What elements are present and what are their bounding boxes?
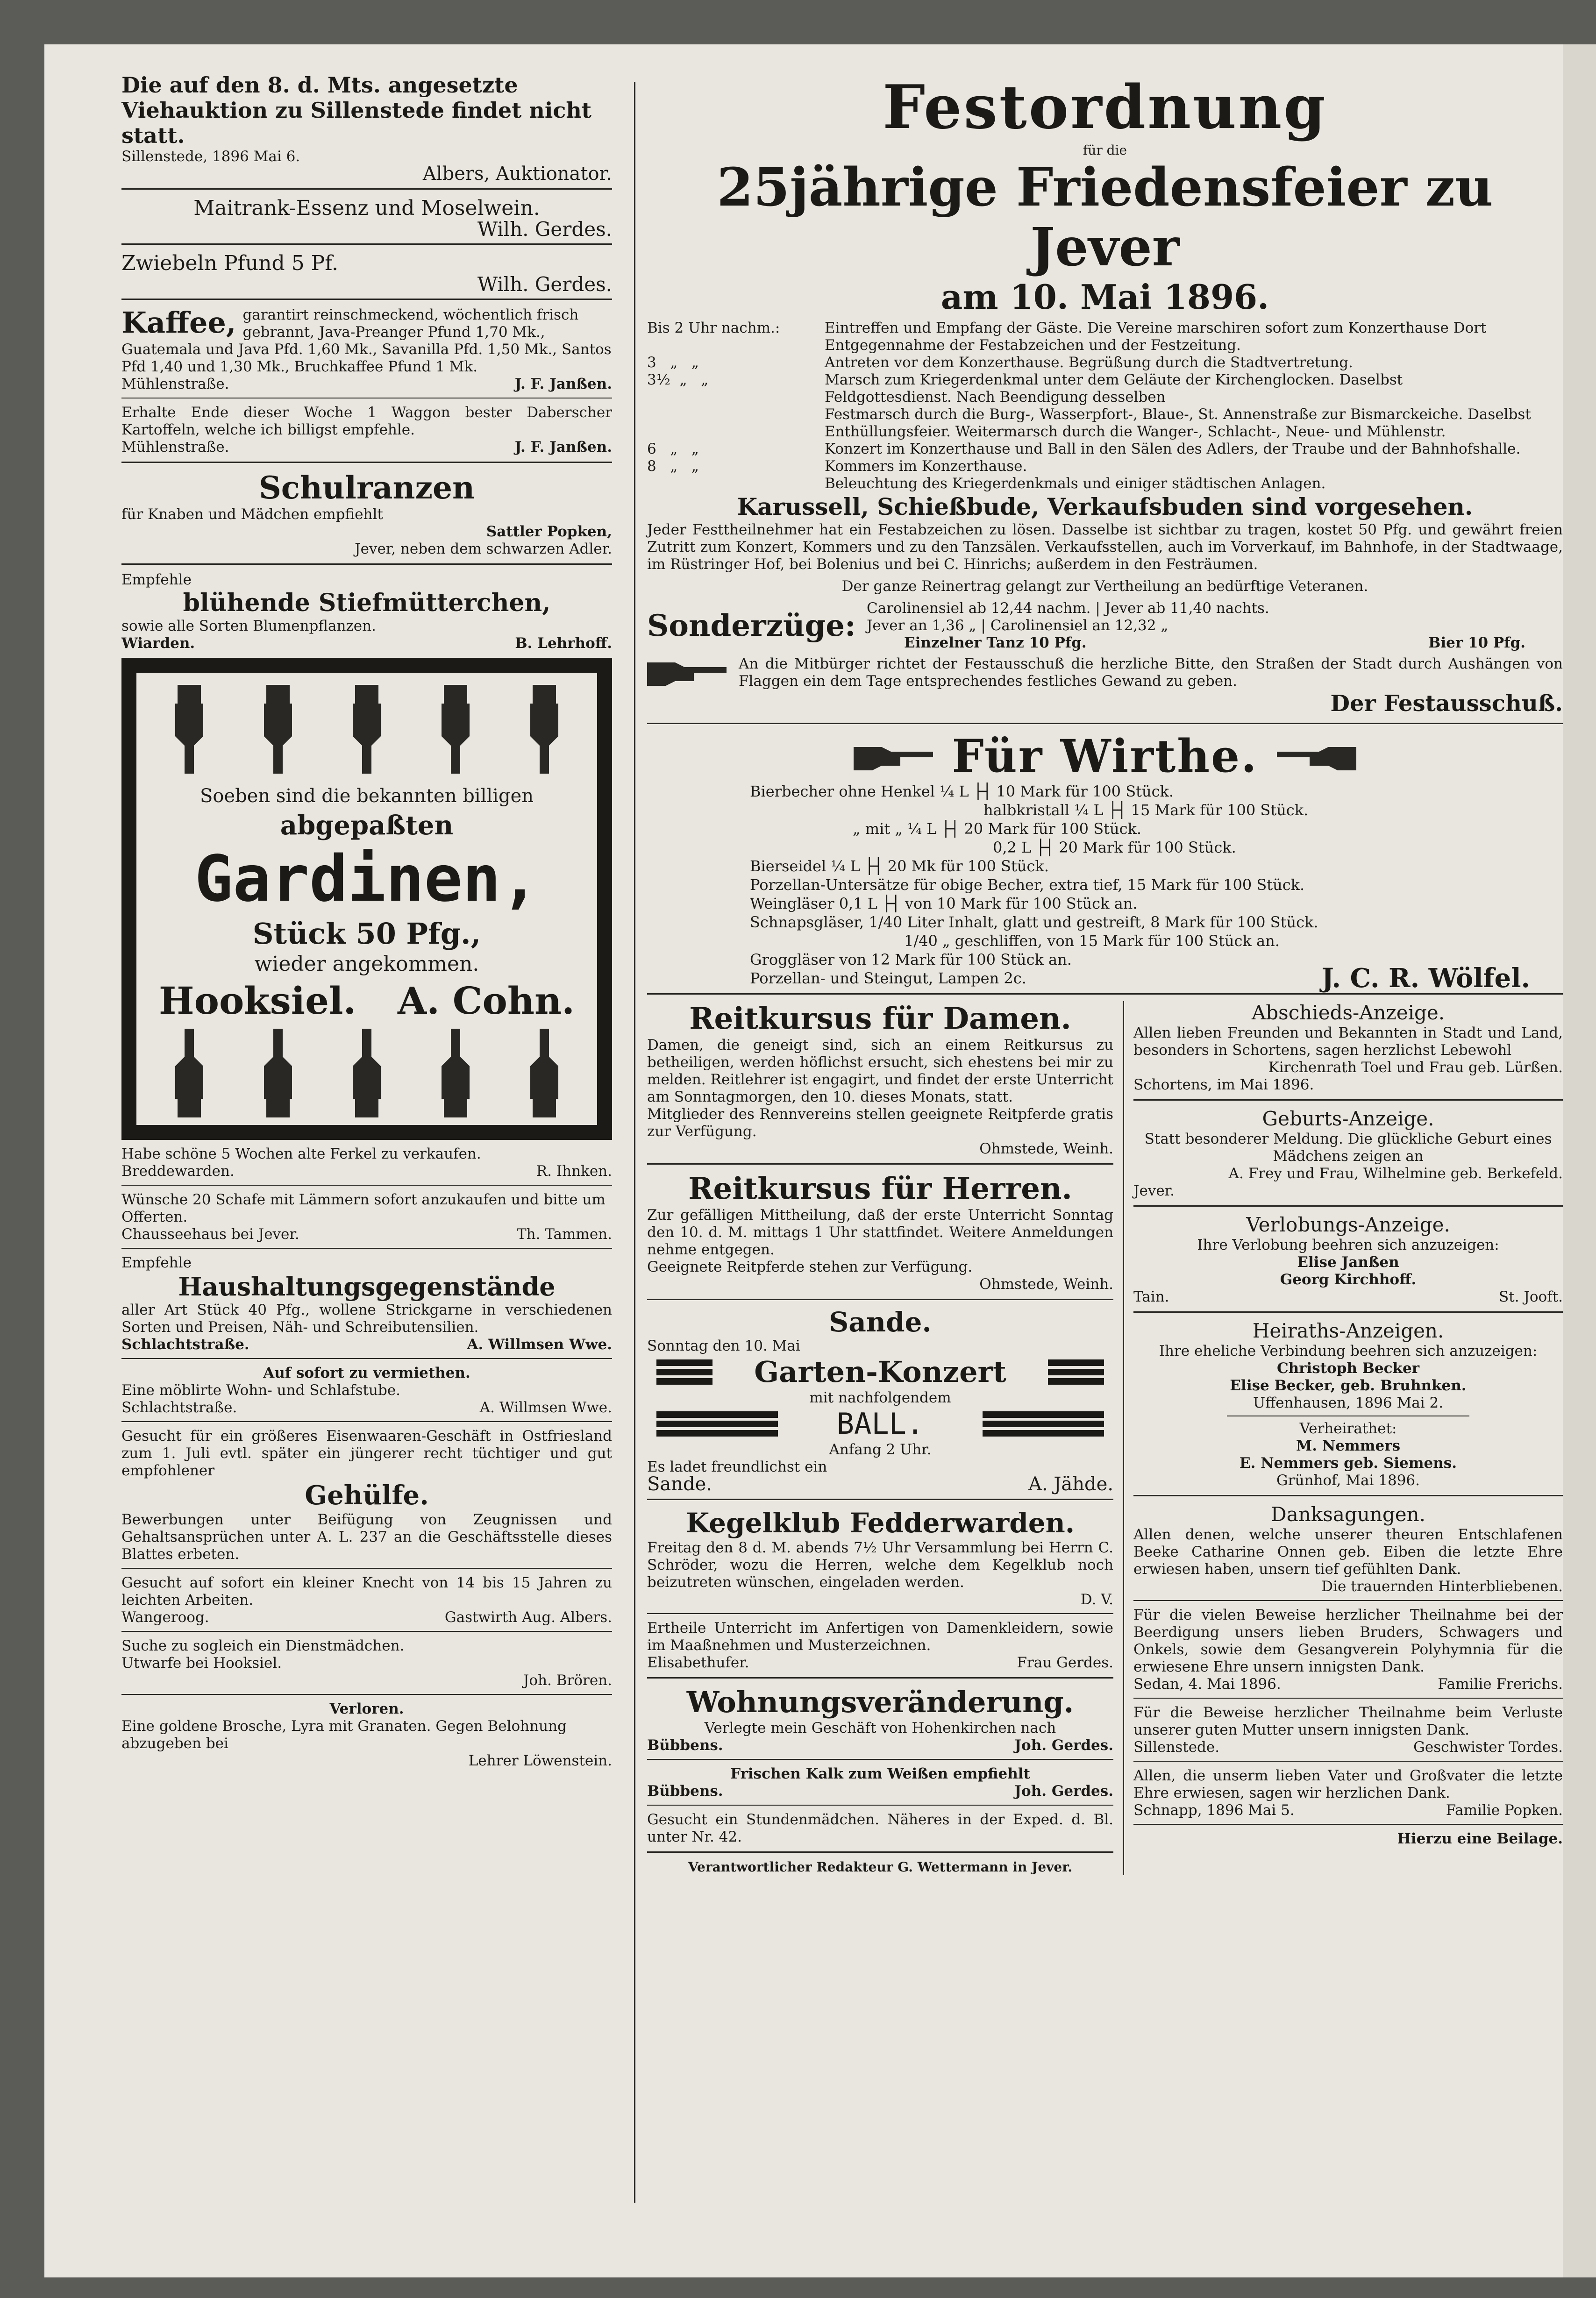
heirath-name3: M. Nemmers [1296,1437,1401,1454]
cohn-price: Stück 50 Pfg., [252,917,481,951]
cohn-line1: Soeben sind die bekannten billigen [200,785,534,807]
schafe-ad [121,1191,612,1243]
heirath-title: Heiraths-Anzeigen. [1252,1319,1444,1342]
reit-herren-signature: Ohmstede, Weinh. [979,1276,1114,1293]
verlobung-name2: Georg Kirchhoff. [1280,1271,1417,1288]
fest-date: am 10. Mai 1896. [940,277,1269,317]
sched-text: Eintreffen und Empfang der Gäste. Die Vereine marschiren sofort zum Konzerthause Dort Entgegennahme der Festabzeichen und der Festzeitung. [825,320,1487,354]
reit-herren-text2: Geeignete Reitpferde stehen zur Verfügung. [647,1259,973,1275]
fest-ertrag: Der ganze Reinertrag gelangt zur Vertheilung an bedürftige Veteranen. [841,578,1368,595]
sched-text: Feldgottesdienst. Nach Beendigung desselben [825,389,1166,406]
pointing-hand-down-icon [171,685,208,774]
dank-d4-signature: Familie Popken. [1446,1802,1563,1819]
maitrank-signature: Wilh. Gerdes. [477,218,612,241]
geburt-text: Statt besonderer Meldung. Die glückliche Geburt eines Mädchens zeigen an [1144,1131,1552,1165]
wirthe-line: Bierseidel ¼ L ├┤ 20 Mk für 100 Stück. [750,857,1049,875]
reit-herren-ad [647,1171,1113,1293]
reit-damen-ad [647,1001,1113,1158]
verloren-ad [121,1700,612,1770]
wohnung-text: Verlegte mein Geschäft von Hohenkirchen nach [704,1720,1056,1736]
cohn-line3: wieder angekommen. [254,952,479,976]
sonder-label: Sonderzüge: [647,608,856,643]
verloren-title: Verloren. [329,1700,404,1717]
schulranzen-address: Jever, neben dem schwarzen Adler. [355,541,612,557]
gehuelfe-text2: Bewerbungen unter Beifügung von Zeugnissen und Gehaltsansprüchen unter A. L. 237 an die Geschäftsstelle dieses Blattes erbeten. [121,1511,612,1563]
sched-time [647,389,825,406]
kartoffeln-street: Mühlenstraße. [121,439,229,455]
fuer-wirthe-ad [647,730,1563,994]
sched-time [647,406,825,423]
haushalt-street: Schlachtstraße. [121,1336,249,1353]
vermieten-street: Schlachtstraße. [121,1399,237,1416]
verlobung-title: Verlobungs-Anzeige. [1246,1213,1450,1236]
kegel-signature: D. V. [1080,1591,1114,1608]
schulranzen-text: für Knaben und Mädchen empfiehlt [121,506,383,523]
stiefmuetterchen-ad [121,571,612,652]
abschied-names: Kirchenrath Toel und Frau geb. Lürßen. [1268,1059,1563,1076]
abschied-text: Allen lieben Freunden und Bekannten in Stadt und Land, besonders in Schortens, sagen herzlichst Lebewohl [1133,1024,1563,1059]
kaffee-signature: J. F. Janßen. [514,376,612,392]
wirthe-line: Weingläser 0,1 L ├┤ von 10 Mark für 100 Stück an. [750,895,1138,912]
gehuelfe-title: Gehülfe. [305,1480,429,1511]
newspaper-page [44,44,1563,2277]
verlobung-place2: St. Jooft. [1499,1288,1563,1305]
abschied-title: Abschieds-Anzeige. [1251,1001,1445,1024]
sande-title: Sande. [829,1306,932,1338]
knecht-place: Wangeroog. [121,1609,209,1626]
sande-konzert: Garten-Konzert [754,1355,1006,1389]
pointing-hand-down-icon [259,685,297,774]
sande-ad [647,1307,1113,1493]
pointing-hand-up-icon [526,1029,563,1117]
sched-text: Kommers im Konzerthause. [825,458,1027,475]
auction-signature: Albers, Auktionator. [422,163,612,185]
heirath-place-date: Uffenhausen, 1896 Mai 2. [1253,1394,1444,1411]
pointing-hand-right-icon [854,740,938,773]
column-divider [634,82,635,2203]
kegel-text: Freitag den 8 d. M. abends 7½ Uhr Versammlung bei Herrn C. Schröder, wozu die Herren, welche dem Kegelklub noch beizutreten wünschen, eingeladen werden. [647,1539,1114,1591]
wirthe-line: Porzellan- und Steingut, Lampen 2c. [750,969,1026,987]
wirthe-line: Porzellan-Untersätze für obige Becher, extra tief, 15 Mark für 100 Stück. [750,876,1305,894]
kalk-signature: Joh. Gerdes. [1014,1783,1114,1800]
geburt-names: A. Frey und Frau, Wilhelmine geb. Berkefeld. [1228,1165,1563,1182]
sande-invite: Es ladet freundlichst ein [647,1458,827,1475]
unterricht-ad [647,1620,1113,1672]
heirath-name2: Elise Becker, geb. Bruhnken. [1230,1377,1467,1394]
kartoffeln-text: Erhalte Ende dieser Woche 1 Waggon bester Daberscher Kartoffeln, welche ich billigst empfehle. [121,404,612,438]
pointing-hand-up-icon [437,1029,474,1117]
ferkel-signature: R. Ihnken. [536,1163,612,1180]
sande-anfang: Anfang 2 Uhr. [829,1441,932,1458]
schafe-place: Chausseehaus bei Jever. [121,1226,299,1243]
zwiebeln-ad [121,251,612,296]
pointing-hand-up-icon [348,1029,385,1117]
verlobung-ad [1133,1213,1563,1306]
dank-d3-signature: Geschwister Tordes. [1413,1739,1563,1756]
fest-headline: 25jährige Friedensfeier zu Jever [717,157,1493,278]
sched-time [647,475,825,492]
fest-signature: Der Festausschuß. [1330,690,1563,717]
abschied-ad [1133,1001,1563,1094]
auction-ad [121,72,612,183]
wirthe-line: 0,2 L ├┤ 20 Mark für 100 Stück. [993,839,1236,856]
dienst-place: Utwarfe bei Hooksiel. [121,1655,282,1672]
pointing-hand-down-icon [526,685,563,774]
kaffee-text: garantirt reinschmeckend, wöchentlich frisch gebrannt, Java-Preanger Pfund 1,70 Mk., Guatemala und Java Pfd. 1,60 Mk., Savanilla Pfd. 1,50 Mk., Santos Pfd 1,40 und 1,30 Mk., Bruchkaffee Pfund 1 Mk. [121,306,612,375]
cohn-place: Hooksiel. [159,979,356,1023]
dank-d4: Allen, die unserm lieben Vater und Großvater die letzte Ehre erwiesen, sagen wir herzlichen Dank. [1133,1767,1563,1801]
right-section [647,72,1563,1875]
reit-herren-title: Reitkursus für Herren. [688,1171,1072,1206]
cohn-line2: abgepaßten [280,810,454,841]
left-column [121,72,612,1774]
dank-d1-signature: Die trauernden Hinterbliebenen. [1321,1578,1563,1595]
kegel-ad [647,1507,1113,1608]
dank-d2: Für die vielen Beweise herzlicher Theilnahme bei der Beerdigung unsers lieben Bruders, Schwagers und Onkels, sowie dem Gesangverein Polyhymnia für die erwiesene Ehre unsern innigsten Dank. [1133,1607,1563,1675]
sande-mit: mit nachfolgendem [809,1389,951,1406]
verloren-signature: Lehrer Löwenstein. [468,1752,612,1769]
knecht-signature: Gastwirth Aug. Albers. [444,1609,612,1626]
wirthe-line: „ mit „ ¼ L ├┤ 20 Mark für 100 Stück. [853,820,1142,838]
pointing-hand-right-icon [647,655,731,688]
sande-place: Sande. [647,1473,712,1495]
pointing-hand-up-icon [171,1029,208,1117]
haushalt-intro: Empfehle [121,1254,192,1271]
auction-text: Die auf den 8. d. Mts. angesetzte Viehauktion zu Sillenstede findet nicht statt. [121,72,592,148]
schulranzen-ad [121,470,612,558]
kalk-ad [647,1765,1113,1800]
kaffee-title: Kaffee, [121,306,236,340]
wirthe-line: Groggläser von 12 Mark für 100 Stück an. [750,951,1072,968]
sched-text: Beleuchtung des Kriegerdenkmals und einiger städtischen Anlagen. [825,475,1326,492]
sonderzuege [647,600,1563,652]
heirath-place-date2: Grünhof, Mai 1896. [1276,1472,1420,1489]
unterricht-place: Elisabethufer. [647,1654,749,1671]
pointing-hands-top [145,680,589,774]
festordnung [647,72,1563,717]
fest-bitte: An die Mitbürger richtet der Festausschuß die herzliche Bitte, den Straßen der Stadt durch Aushängen von Flaggen ein dem Tage entsprechendes festliches Gewand zu geben. [739,655,1563,690]
kalk-text: Frischen Kalk zum Weißen empfiehlt [730,1765,1030,1782]
maitrank-text: Maitrank-Essenz und Moselwein. [193,196,540,220]
sched-time: 3 „ „ [647,354,699,371]
unterricht-text: Ertheile Unterricht im Anfertigen von Damenkleidern, sowie im Maaßnehmen und Musterzeichnen. [647,1620,1114,1654]
sonder-row: Jever an 1,36 „ | Carolinensiel an 12,32 „ [867,617,1168,634]
knecht-ad [121,1574,612,1626]
vermieten-signature: A. Willmsen Wwe. [479,1399,612,1416]
cohn-gardinen-ad [121,658,612,1140]
haushalt-title: Haushaltungsgegenstände [178,1272,556,1302]
reit-herren-text: Zur gefälligen Mittheilung, daß der erste Unterricht Sonntag den 10. d. M. mittags 1 Uhr stattfindet. Weitere Anmeldungen nehme entgegen. [647,1207,1114,1258]
sonder-bier: Bier 10 Pfg. [1428,634,1525,651]
dank-d2-signature: Familie Frerichs. [1438,1676,1563,1693]
reit-damen-text: Damen, die geneigt sind, sich an einem Reitkursus zu betheiligen, werden höflichst ersucht, sich ehestens bei mir zu melden. Reitlehrer ist engagirt, und findet der erste Unterricht am Sonntagmorgen, den 10. dieses Monats, statt. [647,1037,1114,1105]
abschied-place-date: Schortens, im Mai 1896. [1133,1076,1314,1093]
dank-ad [1133,1503,1563,1848]
reit-damen-signature: Ohmstede, Weinh. [979,1140,1114,1157]
vermieten-title: Auf sofort zu vermiethen. [263,1365,470,1381]
kaffee-ad [121,306,612,393]
sande-date: Sonntag den 10. Mai [647,1338,800,1354]
sched-text: Enthüllungsfeier. Weitermarsch durch die Wanger-, Schlacht-, Neue- und Mühlenstr. [825,423,1446,440]
dank-d3-place: Sillenstede. [1133,1739,1220,1756]
right-subcolumn-right [1124,1001,1563,1875]
stiefm-signature: B. Lehrhoff. [515,635,612,652]
fest-title: Festordnung [883,72,1327,142]
kegel-title: Kegelklub Fedderwarden. [686,1507,1075,1539]
fest-abzeichen: Jeder Festtheilnehmer hat ein Festabzeichen zu lösen. Dasselbe ist sichtbar zu tragen, kostet 50 Pfg. und gewährt freien Zutritt zum Konzert, Kommers und zu den Tanzsälen. Verkaufsstellen, auch im Vorverkauf, im Bahnhofe, in der Stadtwaage, im Rüstringer Hof, bei Bolenius und bei C. Hinrichs; außerdem in den Festräumen. [647,521,1563,573]
dank-d4-place: Schnapp, 1896 Mai 5. [1133,1802,1295,1819]
sched-time: 3½ „ „ [647,371,709,388]
wirthe-line: Bierbecher ohne Henkel ¼ L ├┤ 10 Mark für 100 Stück. [750,783,1174,800]
knecht-text: Gesucht auf sofort ein kleiner Knecht von 14 bis 15 Jahren zu leichten Arbeiten. [121,1574,612,1608]
heirath-ad [1133,1319,1563,1489]
dank-title: Danksagungen. [1271,1503,1425,1526]
gehuelfe-ad [121,1428,612,1563]
stunden-text: Gesucht ein Stundenmädchen. Näheres in der Exped. d. Bl. unter Nr. 42. [647,1811,1114,1845]
verlobung-name1: Elise Janßen [1297,1254,1399,1271]
auction-place-date: Sillenstede, 1896 Mai 6. [121,148,300,165]
dank-d3: Für die Beweise herzlicher Theilnahme beim Verluste unserer guten Mutter unsern innigsten Dank. [1133,1704,1563,1738]
heirath-text: Ihre eheliche Verbindung beehren sich anzuzeigen: [1159,1343,1538,1359]
cohn-signature: A. Cohn. [398,979,575,1023]
geburt-ad [1133,1107,1563,1200]
maitrank-ad [121,196,612,241]
sched-text: Antreten vor dem Konzerthause. Begrüßung durch die Stadtvertretung. [825,354,1353,371]
reit-damen-title: Reitkursus für Damen. [689,1001,1071,1036]
unterricht-signature: Frau Gerdes. [1017,1654,1114,1671]
wohnung-place: Bübbens. [647,1737,723,1754]
schulranzen-seller: Sattler Popken, [486,523,612,540]
zwiebeln-signature: Wilh. Gerdes. [477,273,612,296]
dienst-ad [121,1637,612,1689]
sched-text: Marsch zum Kriegerdenkmal unter dem Geläute der Kirchenglocken. Daselbst [825,371,1403,388]
wirthe-title: Für Wirthe. [952,730,1258,783]
gehuelfe-text1: Gesucht für ein größeres Eisenwaaren-Geschäft in Ostfriesland zum 1. Juli evtl. später ein jüngerer recht tüchtiger und gut empfohlener [121,1428,612,1479]
sched-text: Konzert im Konzerthause und Ball in den Sälen des Adlers, der Traube und der Bahnhofshalle. [825,441,1521,457]
vermieten-text: Eine möblirte Wohn- und Schlafstube. [121,1382,401,1399]
wirthe-line: Schnapsgläser, 1/40 Liter Inhalt, glatt und gestreift, 8 Mark für 100 Stück. [750,913,1318,931]
wohnung-signature: Joh. Gerdes. [1014,1737,1114,1754]
ferkel-place: Breddewarden. [121,1163,235,1180]
sched-time: Bis 2 Uhr nachm.: [647,320,780,336]
next-page-edge [1563,44,1596,2277]
heirath-verh: Verheirathet: [1299,1420,1397,1437]
verlobung-place1: Tain. [1133,1288,1169,1305]
sonder-row: Carolinensiel ab 12,44 nachm. | Jever ab 11,40 nachts. [867,600,1269,617]
geburt-title: Geburts-Anzeige. [1262,1107,1434,1130]
sched-time: 6 „ „ [647,441,699,457]
kartoffeln-signature: J. F. Janßen. [514,439,612,455]
stiefm-intro: Empfehle [121,571,192,588]
sched-text: Festmarsch durch die Burg-, Wasserpfort-, Blaue-, St. Annenstraße zur Bismarckeiche. Daselbst [825,406,1531,423]
editor-footer: Verantwortlicher Redakteur G. Wettermann in Jever. [688,1859,1073,1875]
ferkel-text: Habe schöne 5 Wochen alte Ferkel zu verkaufen. [121,1145,481,1162]
schulranzen-title: Schulranzen [259,470,475,506]
dank-d1: Allen denen, welche unserer theuren Entschlafenen Beeke Catharine Onnen geb. Eiben die letzte Ehre erwiesen haben, unsern tief gefühlten Dank. [1133,1526,1563,1578]
vermieten-ad [121,1365,612,1416]
dienst-signature: Joh. Brören. [523,1672,612,1689]
heirath-name4: E. Nemmers geb. Siemens. [1240,1455,1457,1472]
dank-beilage: Hierzu eine Beilage. [1397,1830,1563,1847]
stiefm-place: Wiarden. [121,635,195,652]
dienst-text: Suche zu sogleich ein Dienstmädchen. [121,1637,405,1654]
pointing-hand-down-icon [348,685,385,774]
sonder-tanz: Einzelner Tanz 10 Pfg. [904,634,1087,651]
kaffee-street: Mühlenstraße. [121,376,229,392]
wirthe-line: halbkristall ¼ L ├┤ 15 Mark für 100 Stück. [983,801,1309,819]
haushalt-text: aller Art Stück 40 Pfg., wollene Strickgarne in verschiedenen Sorten und Preisen, Näh- und Schreibutensilien. [121,1302,612,1336]
haushalt-ad [121,1254,612,1353]
schafe-text: Wünsche 20 Schafe mit Lämmern sofort anzukaufen und bitte um Offerten. [121,1191,606,1225]
kalk-place: Bübbens. [647,1783,723,1800]
pointing-hand-left-icon [1272,740,1356,773]
fest-bitte-block [647,655,1563,690]
zwiebeln-text: Zwiebeln Pfund 5 Pf. [121,251,338,275]
stiefm-text: sowie alle Sorten Blumenpflanzen. [121,618,376,634]
sande-ball: BALL. [836,1407,924,1441]
verlobung-text: Ihre Verlobung beehren sich anzuzeigen: [1197,1237,1499,1253]
fest-karussell: Karussell, Schießbude, Verkaufsbuden sind vorgesehen. [737,493,1473,520]
reit-damen-text2: Mitglieder des Rennvereins stellen geeignete Reitpferde gratis zur Verfügung. [647,1106,1114,1140]
heirath-name1: Christoph Becker [1276,1360,1420,1377]
schafe-signature: Th. Tammen. [516,1226,612,1243]
fest-fuer: für die [1083,142,1127,158]
haushalt-signature: A. Willmsen Wwe. [467,1336,612,1353]
pointing-hand-down-icon [437,685,474,774]
kartoffeln-ad [121,404,612,456]
wohnung-ad [647,1685,1113,1754]
geburt-place: Jever. [1133,1182,1175,1199]
stunden-ad [647,1811,1113,1846]
fest-schedule [647,320,1563,492]
dank-d2-place: Sedan, 4. Mai 1896. [1133,1676,1281,1693]
sched-time: 8 „ „ [647,458,699,475]
wirthe-line: 1/40 „ geschliffen, von 15 Mark für 100 Stück an. [904,932,1280,950]
wirthe-signature: J. C. R. Wölfel. [1321,963,1530,994]
ferkel-ad [121,1145,612,1180]
verloren-text: Eine goldene Brosche, Lyra mit Granaten. Gegen Belohnung abzugeben bei [121,1718,567,1752]
pointing-hands-bottom [145,1024,589,1117]
stiefm-title: blühende Stiefmütterchen, [183,589,551,617]
right-subcolumn-left [647,1001,1124,1875]
pointing-hand-up-icon [259,1029,297,1117]
cohn-title: Gardinen, [194,842,539,916]
wohnung-title: Wohnungsveränderung. [686,1685,1074,1719]
sched-time [647,423,825,441]
sande-signature: A. Jähde. [1028,1473,1114,1495]
